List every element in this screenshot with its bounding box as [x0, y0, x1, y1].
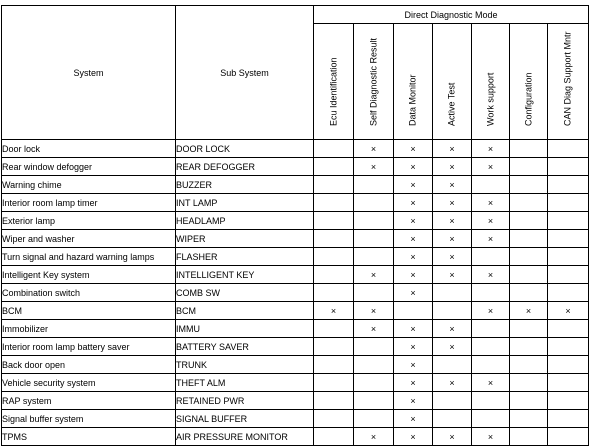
table-row [2, 176, 589, 194]
mode-support-cell [510, 356, 548, 374]
table-row [2, 320, 589, 338]
mode-support-cell: × [394, 176, 433, 194]
sub-system-cell: TRUNK [176, 356, 314, 374]
table-row [2, 158, 589, 176]
mode-support-cell: × [394, 410, 433, 428]
mode-support-cell: × [394, 428, 433, 446]
mode-support-cell [510, 338, 548, 356]
mode-support-cell [472, 176, 510, 194]
mode-support-cell [472, 410, 510, 428]
mode-support-cell [354, 230, 394, 248]
mode-support-cell: × [433, 176, 472, 194]
mode-support-cell: × [354, 428, 394, 446]
system-cell: Combination switch [2, 284, 176, 302]
mode-support-cell [354, 392, 394, 410]
system-cell: Interior room lamp timer [2, 194, 176, 212]
mode-support-cell: × [394, 230, 433, 248]
mode-support-cell [548, 230, 589, 248]
mode-support-cell [433, 410, 472, 428]
mode-support-cell [510, 428, 548, 446]
mode-support-cell [314, 320, 354, 338]
table-row [2, 266, 589, 284]
header-mode-self-diagnostic-result: Self Diagnostic Result [354, 24, 394, 140]
mode-support-cell: × [394, 284, 433, 302]
mode-support-cell [510, 284, 548, 302]
mode-support-cell [314, 212, 354, 230]
mode-support-cell [354, 248, 394, 266]
diagnostic-mode-table [1, 5, 589, 446]
table-row [2, 356, 589, 374]
mode-support-cell: × [472, 302, 510, 320]
mode-support-cell: × [548, 302, 589, 320]
mode-support-cell [548, 158, 589, 176]
sub-system-cell: SIGNAL BUFFER [176, 410, 314, 428]
mode-support-cell [314, 338, 354, 356]
mode-support-cell: × [394, 248, 433, 266]
system-cell: Signal buffer system [2, 410, 176, 428]
mode-support-cell [433, 392, 472, 410]
mode-support-cell: × [354, 266, 394, 284]
mode-support-cell [354, 338, 394, 356]
sub-system-cell: AIR PRESSURE MONITOR [176, 428, 314, 446]
mode-support-cell [548, 194, 589, 212]
mode-support-cell: × [394, 338, 433, 356]
system-cell: Vehicle security system [2, 374, 176, 392]
mode-support-cell [314, 284, 354, 302]
table-row [2, 338, 589, 356]
mode-support-cell [472, 320, 510, 338]
mode-support-cell: × [472, 212, 510, 230]
header-mode-can-diag-support-mntr: CAN Diag Support Mntr [548, 24, 589, 140]
mode-support-cell [472, 284, 510, 302]
system-cell: Warning chime [2, 176, 176, 194]
mode-support-cell: × [472, 230, 510, 248]
table-row [2, 230, 589, 248]
mode-support-cell [548, 410, 589, 428]
system-cell: TPMS [2, 428, 176, 446]
mode-support-cell: × [433, 428, 472, 446]
mode-support-cell: × [472, 158, 510, 176]
sub-system-cell: INT LAMP [176, 194, 314, 212]
sub-system-cell: FLASHER [176, 248, 314, 266]
mode-support-cell [314, 194, 354, 212]
mode-support-cell [510, 410, 548, 428]
sub-system-cell: BATTERY SAVER [176, 338, 314, 356]
mode-support-cell [510, 266, 548, 284]
system-cell: Immobilizer [2, 320, 176, 338]
mode-support-cell: × [433, 140, 472, 158]
mode-support-cell: × [354, 302, 394, 320]
mode-support-cell [510, 248, 548, 266]
sub-system-cell: DOOR LOCK [176, 140, 314, 158]
mode-support-cell: × [433, 374, 472, 392]
mode-support-cell: × [472, 428, 510, 446]
sub-system-cell: BCM [176, 302, 314, 320]
mode-support-cell [354, 212, 394, 230]
table-row [2, 410, 589, 428]
mode-support-cell: × [472, 194, 510, 212]
mode-support-cell: × [394, 158, 433, 176]
mode-support-cell [314, 140, 354, 158]
mode-support-cell [510, 158, 548, 176]
table-row [2, 428, 589, 446]
mode-support-cell [510, 374, 548, 392]
mode-support-cell [548, 176, 589, 194]
mode-support-cell [510, 176, 548, 194]
mode-support-cell: × [510, 302, 548, 320]
mode-support-cell: × [394, 392, 433, 410]
mode-support-cell [548, 266, 589, 284]
mode-support-cell: × [354, 158, 394, 176]
mode-support-cell [314, 248, 354, 266]
mode-support-cell: × [472, 374, 510, 392]
header-mode-ecu-identification: Ecu Identification [314, 24, 354, 140]
table-row [2, 302, 589, 320]
mode-support-cell: × [433, 230, 472, 248]
mode-support-cell [314, 374, 354, 392]
mode-support-cell [548, 212, 589, 230]
mode-support-cell [433, 284, 472, 302]
mode-support-cell [510, 320, 548, 338]
header-sub-system: Sub System [176, 6, 314, 140]
system-cell: Wiper and washer [2, 230, 176, 248]
mode-support-cell: × [354, 140, 394, 158]
table-row [2, 140, 589, 158]
mode-support-cell: × [314, 302, 354, 320]
mode-support-cell [354, 410, 394, 428]
system-cell: Exterior lamp [2, 212, 176, 230]
header-mode-data-monitor: Data Monitor [394, 24, 433, 140]
mode-support-cell: × [394, 212, 433, 230]
table-row [2, 194, 589, 212]
sub-system-cell: INTELLIGENT KEY [176, 266, 314, 284]
mode-support-cell [548, 248, 589, 266]
mode-support-cell [472, 356, 510, 374]
mode-support-cell [354, 374, 394, 392]
mode-support-cell [314, 428, 354, 446]
mode-support-cell [548, 338, 589, 356]
mode-support-cell [314, 392, 354, 410]
sub-system-cell: IMMU [176, 320, 314, 338]
system-cell: Door lock [2, 140, 176, 158]
mode-support-cell [314, 410, 354, 428]
mode-support-cell [548, 284, 589, 302]
mode-support-cell: × [433, 212, 472, 230]
mode-support-cell: × [394, 194, 433, 212]
sub-system-cell: THEFT ALM [176, 374, 314, 392]
mode-support-cell: × [354, 320, 394, 338]
sub-system-cell: COMB SW [176, 284, 314, 302]
mode-support-cell [510, 230, 548, 248]
sub-system-cell: RETAINED PWR [176, 392, 314, 410]
table-row [2, 392, 589, 410]
mode-support-cell [472, 248, 510, 266]
mode-support-cell [510, 140, 548, 158]
mode-support-cell: × [394, 374, 433, 392]
system-cell: Turn signal and hazard warning lamps [2, 248, 176, 266]
mode-support-cell [510, 212, 548, 230]
sub-system-cell: BUZZER [176, 176, 314, 194]
mode-support-cell [510, 392, 548, 410]
mode-support-cell [314, 266, 354, 284]
mode-support-cell [314, 176, 354, 194]
header-mode-work-support: Work support [472, 24, 510, 140]
mode-support-cell [354, 176, 394, 194]
mode-support-cell [472, 338, 510, 356]
mode-support-cell [548, 392, 589, 410]
mode-support-cell: × [472, 140, 510, 158]
mode-support-cell: × [433, 266, 472, 284]
sub-system-cell: REAR DEFOGGER [176, 158, 314, 176]
table-row [2, 248, 589, 266]
table-row [2, 212, 589, 230]
system-cell: RAP system [2, 392, 176, 410]
mode-support-cell [548, 320, 589, 338]
mode-support-cell [314, 230, 354, 248]
mode-support-cell: × [433, 338, 472, 356]
system-cell: BCM [2, 302, 176, 320]
system-cell: Interior room lamp battery saver [2, 338, 176, 356]
mode-support-cell [433, 356, 472, 374]
mode-support-cell: × [394, 356, 433, 374]
table-row [2, 374, 589, 392]
mode-support-cell: × [394, 266, 433, 284]
sub-system-cell: WIPER [176, 230, 314, 248]
mode-support-cell: × [472, 266, 510, 284]
header-mode-active-test: Active Test [433, 24, 472, 140]
mode-support-cell [394, 302, 433, 320]
system-cell: Intelligent Key system [2, 266, 176, 284]
mode-support-cell: × [394, 320, 433, 338]
mode-support-cell [354, 356, 394, 374]
mode-support-cell [510, 194, 548, 212]
mode-support-cell: × [394, 140, 433, 158]
sub-system-cell: HEADLAMP [176, 212, 314, 230]
mode-support-cell [548, 428, 589, 446]
table-row [2, 284, 589, 302]
system-cell: Rear window defogger [2, 158, 176, 176]
mode-support-cell [354, 284, 394, 302]
header-direct-diagnostic-mode: Direct Diagnostic Mode [314, 6, 589, 24]
mode-support-cell [472, 392, 510, 410]
mode-support-cell: × [433, 320, 472, 338]
mode-support-cell: × [433, 248, 472, 266]
mode-support-cell [548, 140, 589, 158]
mode-support-cell: × [433, 194, 472, 212]
mode-support-cell [548, 356, 589, 374]
system-cell: Back door open [2, 356, 176, 374]
mode-support-cell [314, 158, 354, 176]
mode-support-cell: × [433, 158, 472, 176]
mode-support-cell [433, 302, 472, 320]
header-mode-configuration: Configuration [510, 24, 548, 140]
mode-support-cell [548, 374, 589, 392]
mode-support-cell [354, 194, 394, 212]
mode-support-cell [314, 356, 354, 374]
header-system: System [2, 6, 176, 140]
